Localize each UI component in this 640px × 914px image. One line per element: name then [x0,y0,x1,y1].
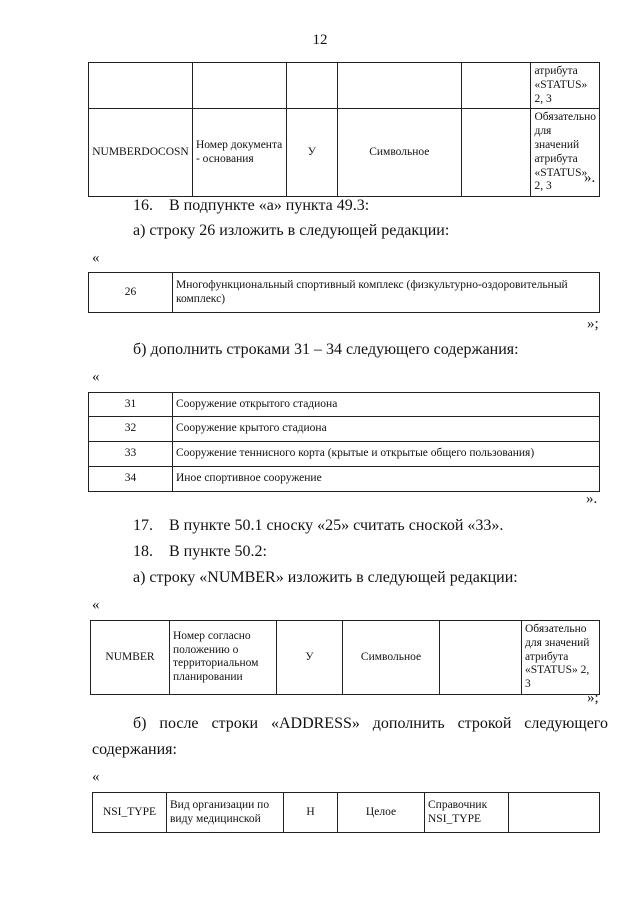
table-cell: У [286,109,337,197]
table-row [93,793,600,833]
open-quote: « [92,597,100,613]
number-table [90,620,600,695]
table-cell: Вид организации по виду медицинской [167,793,284,833]
table-cell: Сооружение теннисного корта (крытые и открытые общего пользования) [173,442,600,467]
end-quote: ». [584,170,596,186]
table-cell: Целое [338,793,425,833]
table-cell: Иное спортивное сооружение [173,467,600,492]
table-cell: Обязательно для значений атрибута «STATUS» 2, 3 [522,621,600,695]
table-cell [89,63,193,109]
item-18 [133,543,267,561]
table-cell [461,109,531,197]
word: строки [211,715,259,732]
table-row [89,393,600,417]
table-cell: Сооружение крытого стадиона [173,417,600,442]
table-row [89,442,600,467]
table-cell: 34 [89,467,173,492]
table-cell: атрибута «STATUS» 2, 3 [531,63,600,109]
open-quote: « [92,769,100,785]
table-cell: Н [284,793,338,833]
table-cell: 33 [89,442,173,467]
item-18b [133,715,608,733]
item-number: 17. [133,517,153,534]
table-cell: Символьное [343,621,440,695]
end-quote: »; [587,690,599,706]
table-cell: Номер согласно положению о территориальном планировании [170,621,277,695]
table-cell [440,621,522,695]
word: «ADDRESS» [270,715,360,732]
item-18a: а) строку «NUMBER» изложить в следующей редакции: [133,569,518,586]
item-number: 16. [133,197,153,214]
item-text: В пункте 50.2: [169,543,267,560]
table-cell [337,63,461,109]
table-row [91,621,600,695]
end-quote: ». [586,491,598,507]
item-text: В подпункте «а» пункта 49.3: [169,197,370,214]
table-cell: Справочник NSI_TYPE [425,793,509,833]
word: следующего [524,715,608,732]
item-17 [133,517,503,535]
item-16a: а) строку 26 изложить в следующей редакции: [133,222,450,239]
table-cell: Обязательно для значений атрибута «STATUS» 2, 3 [531,109,600,197]
attributes-table-top [88,62,600,197]
table-cell: NUMBERDOCOSN [89,109,193,197]
table-cell: 26 [89,273,173,313]
item-number: 18. [133,543,153,560]
table-cell: Номер документа - основания [192,109,286,197]
table-cell: Многофункциональный спортивный комплекс (физкультурно-оздоровительный комплекс) [173,273,600,313]
open-quote: « [92,369,100,385]
table-cell [461,63,531,109]
end-quote: »; [587,316,599,332]
table-row [89,63,600,109]
table-cell [509,793,600,833]
table-row [89,273,600,313]
item-text: В пункте 50.1 сноску «25» считать сноской «33». [169,517,504,534]
table-cell [192,63,286,109]
table-row [89,417,600,442]
table-cell: NUMBER [91,621,170,695]
word: строкой [457,715,512,732]
word: дополнить [372,715,445,732]
rows-31-34-table [88,392,600,492]
table-cell: 32 [89,417,173,442]
item-16b: б) дополнить строками 31 – 34 следующего содержания: [133,341,519,358]
table-cell [286,63,337,109]
nsi-type-table [92,792,600,833]
table-cell: 31 [89,393,173,417]
table-cell: NSI_TYPE [93,793,167,833]
word: после [159,715,199,732]
table-cell: У [277,621,343,695]
table-row [89,467,600,492]
item-16 [133,197,369,215]
table-cell: Сооружение открытого стадиона [173,393,600,417]
row-26-table [88,272,600,313]
table-row [89,109,600,197]
item-18b-continuation: содержания: [92,741,177,758]
word: б) [133,715,147,732]
open-quote: « [92,250,100,266]
page-number: 12 [312,32,328,48]
table-cell: Символьное [337,109,461,197]
